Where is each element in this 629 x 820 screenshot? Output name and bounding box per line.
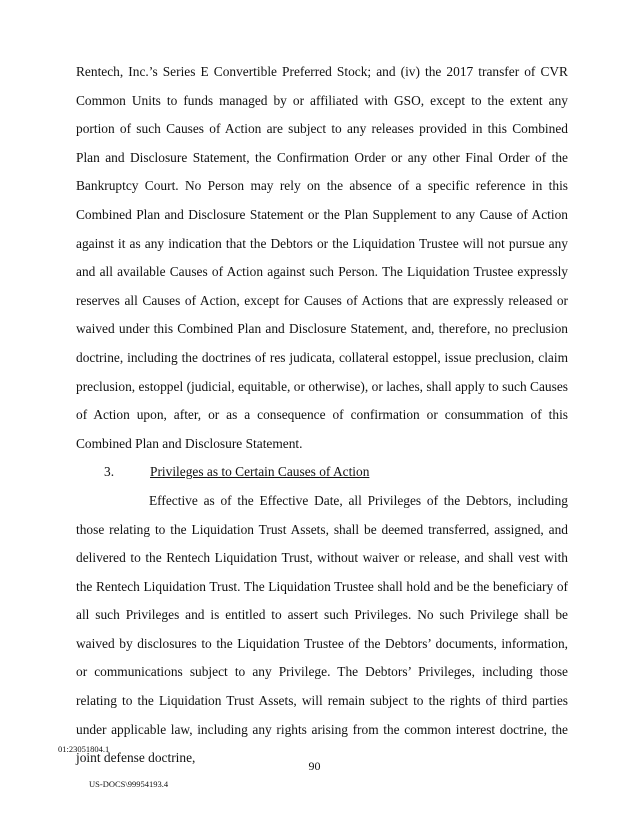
- paragraph-privileges: Effective as of the Effective Date, all Privileges of the Debtors, including those relating to the Liquidation Trust Assets, shall be deemed transferred, assigned, and delivered to the Rentech Liquidation Trust, without waiver or release, and shall vest with the Rentech Liquidation Trust. The Liquidation Trustee shall hold and be the beneficiary of all such Privileges and is entitled to assert such Privileges. No such Privilege shall be waived by disclosures to the Liquidation Trustee of the Debtors’ documents, information, or communications subject to any Privilege. The Debtors’ Privileges, including those relating to the Liquidation Trust Assets, will remain subject to the rights of third parties under applicable law, including any rights arising from the common interest doctrine, the joint defense doctrine,: [76, 492, 568, 766]
- page-number: 90: [308, 759, 321, 773]
- section-heading: [76, 458, 568, 487]
- section-title: Privileges as to Certain Causes of Action: [150, 464, 370, 480]
- body-text: [76, 58, 568, 773]
- footer-docs-id: US-DOCS\99954193.4: [89, 779, 169, 789]
- footer-document-id: 01:23051804.1: [58, 744, 110, 754]
- paragraph-causes-of-action: Rentech, Inc.’s Series E Convertible Preferred Stock; and (iv) the 2017 transfer of CVR Common Units to funds managed by or affiliated with GSO, except to the extent any portion of such Causes of Action are subject to any releases provided in this Combined Plan and Disclosure Statement, the Confirmation Order or any other Final Order of the Bankruptcy Court. No Person may rely on the absence of a specific reference in this Combined Plan and Disclosure Statement or the Plan Supplement to any Cause of Action against it as any indication that the Debtors or the Liquidation Trustee will not pursue any and all available Causes of Action against such Person. The Liquidation Trustee expressly reserves all Causes of Action, except for Causes of Actions that are expressly released or waived under this Combined Plan and Disclosure Statement, and, therefore, no preclusion doctrine, including the doctrines of res judicata, collateral estoppel, issue preclusion, claim preclusion, estoppel (judicial, equitable, or otherwise), or laches, shall apply to such Causes of Action upon, after, or as a consequence of confirmation or consummation of this Combined Plan and Disclosure Statement.: [76, 64, 568, 451]
- section-number: 3.: [104, 464, 115, 480]
